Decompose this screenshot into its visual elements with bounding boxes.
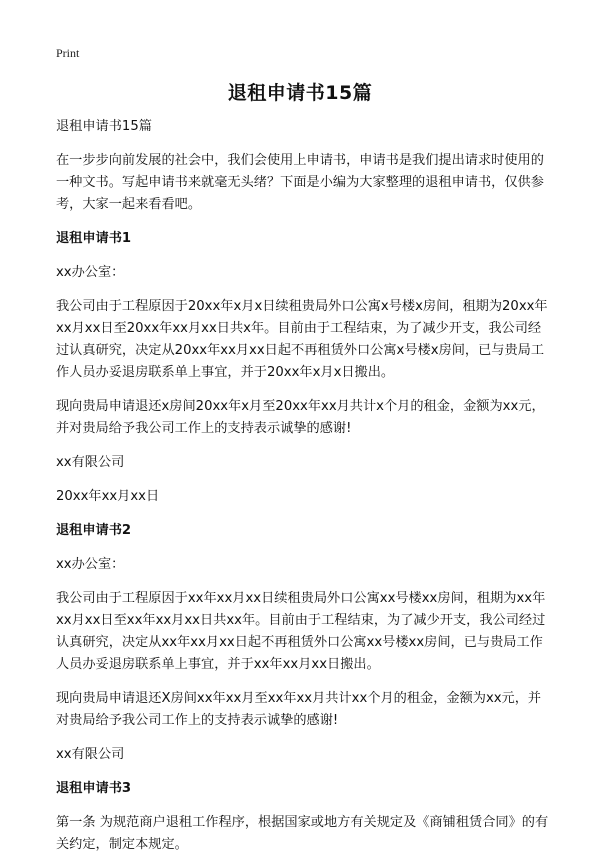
section-3-paragraph-1: 第一条 为规范商户退租工作程序，根据国家或地方有关规定及《商铺租赁合同》的有关约定，制定本规定。	[56, 815, 549, 852]
section-2-addressee: xx办公室：	[56, 557, 125, 572]
print-link[interactable]: Print	[56, 46, 80, 60]
section-2-company: xx有限公司	[56, 747, 125, 762]
section-1-date: 20xx年xx月xx日	[56, 489, 160, 504]
section-1-paragraph-2: 现向贵局申请退还x房间20xx年x月至20xx年xx月共计x个月的租金，金额为xx元，并对贵局给予我公司工作上的支持表示诚挚的感谢!	[56, 399, 545, 436]
document-subtitle: 退租申请书15篇	[56, 119, 152, 134]
section-2-paragraph-2: 现向贵局申请退还X房间xx年xx月至xx年xx月共计xx个月的租金，金额为xx元，并对贵局给予我公司工作上的支持表示诚挚的感谢!	[56, 691, 542, 728]
intro-paragraph: 在一步步向前发展的社会中，我们会使用上申请书，申请书是我们提出请求时使用的一种文书。写起申请书来就毫无头绪？下面是小编为大家整理的退租申请书，仅供参考，大家一起来看看吧。	[56, 153, 544, 212]
document-content	[56, 116, 550, 868]
document-title: 退租申请书15篇	[227, 82, 373, 104]
section-1-paragraph-1: 我公司由于工程原因于20xx年x月x日续租贵局外口公寓x号楼x房间，租期为20xx年xx月xx日至20xx年xx月xx日共x年。目前由于工程结束，为了减少开支，我公司经过认真研究，决定从20xx年xx月xx日起不再租赁外口公寓x号楼x房间，已与贵局工作人员办妥退房联系单上事宜，并于20xx年x月x日搬出。	[56, 299, 548, 380]
section-1-heading: 退租申请书1	[56, 231, 132, 246]
section-1-company: xx有限公司	[56, 455, 125, 470]
section-2-heading: 退租申请书2	[56, 523, 132, 538]
section-2-paragraph-1: 我公司由于工程原因于xx年xx月xx日续租贵局外口公寓xx号楼xx房间，租期为xx年xx月xx日至xx年xx月xx日共xx年。目前由于工程结束，为了减少开支，我公司经过认真研究，决定从xx年xx月xx日起不再租赁外口公寓xx号楼xx房间，已与贵局工作人员办妥退房联系单上事宜，并于xx年xx月xx日搬出。	[56, 591, 546, 672]
section-3-heading: 退租申请书3	[56, 781, 132, 796]
section-1-addressee: xx办公室：	[56, 265, 125, 280]
